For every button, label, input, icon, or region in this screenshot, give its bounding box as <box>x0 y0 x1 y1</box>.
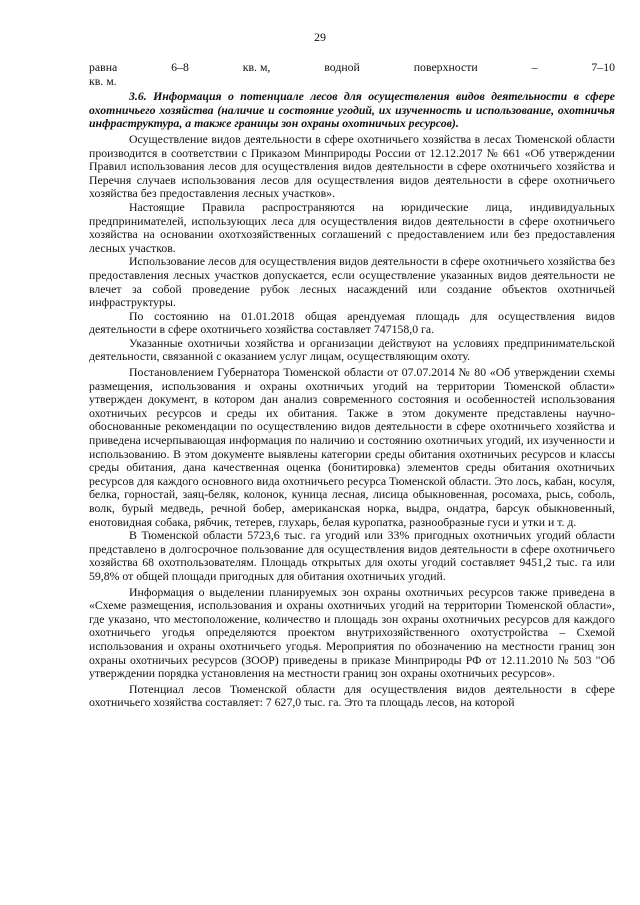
paragraph: Указанные охотничьи хозяйства и организации действуют на условиях предпринимательской деятельности, связанной с оказанием услуг лицам, осуществляющим охоту. <box>89 335 615 364</box>
continuation-word: 7–10 <box>591 60 615 74</box>
paragraph: Постановлением Губернатора Тюменской области от 07.07.2014 № 80 «Об утверждении схемы размещения, использования и охраны охотничьих угодий на территории Тюменской области» утвержден документ, в котором дан анализ современного состояния и особенностей использования охотничьих ресурсов и среды их обитания. Также в этом документе представлены научно-обоснованные рекомендации по осуществлению видов деятельности в сфере охотничьего хозяйства и приведена исчерпывающая информация по наличию и состоянию охотничьих угодий, их изученности и использованию. В этом документе выявлены категории среды обитания охотничьих ресурсов и классы среды обитания, дана качественная оценка (бонитировка) элементов среды обитания охотничьих ресурсов для каждого основного вида охотничьего ресурса Тюменской области. Это лось, кабан, косуля, белка, горностай, заяц-беляк, колонок, куница лесная, лисица обыкновенная, росомаха, рысь, соболь, волк, бурый медведь, речной бобер, американская норка, выдра, ондатра, барсук обыкновенный, енотовидная собака, рябчик, тетерев, глухарь, белая куропатка, разнообразные гуси и утки и т. д. <box>89 365 615 529</box>
continuation-word: водной <box>324 60 360 74</box>
paragraph: По состоянию на 01.01.2018 общая арендуемая площадь для осуществления видов деятельности в сфере охотничьего хозяйства составляет 747158,0 га. <box>89 308 615 337</box>
paragraph: Осуществление видов деятельности в сфере охотничьего хозяйства в лесах Тюменской области производится в соответствии с Приказом Минприроды России от 12.12.2017 № 661 «Об утверждении Правил использования лесов для осуществления видов деятельности в сфере охотничьего хозяйства и Перечня случаев использования лесов для осуществления видов деятельности в сфере охотничьего хозяйства без предоставления лесных участков». <box>89 131 615 201</box>
paragraph: В Тюменской области 5723,6 тыс. га угодий или 33% пригодных охотничьих угодий области представлено в долгосрочное пользование для осуществления видов деятельности в сфере охотничьего хозяйства 68 охотпользователям. Площадь открытых для охоты угодий составляет 9451,2 тыс. га или 59,8% от общей площади пригодных для обитания охотничьих угодий. <box>89 528 615 583</box>
section-heading: 3.6. Информация о потенциале лесов для осуществления видов деятельности в сфере охотничьего хозяйства (наличие и состояние угодий, их изученность и использование, охотничья инфраструктура, а также границы зон охраны охотничьих ресурсов). <box>89 89 615 131</box>
continuation-tail: кв. м. <box>89 73 117 88</box>
paragraph: Использование лесов для осуществления видов деятельности в сфере охотничьего хозяйства без предоставления лесных участков допускается, если осуществление указанных видов деятельности не влечет за собой проведение рубок лесных насаждений или создание объектов охотничьей инфраструктуры. <box>89 254 615 310</box>
page-number: 29 <box>314 30 326 44</box>
continuation-word: поверхности <box>413 60 478 74</box>
continuation-word: – <box>531 60 538 74</box>
continuation-word: кв. м, <box>242 60 271 74</box>
continuation-word: 6–8 <box>171 60 189 74</box>
paragraph: Информация о выделении планируемых зон охраны охотничьих ресурсов также приведена в «Схеме размещения, использования и охраны охотничьих угодий на территории Тюменской области», где указано, что местоположение, количество и площадь зон охраны охотничьих ресурсов для каждого охотничьего угодья определяются проектом внутрихозяйственного охотустройства – Схемой использования и охраны охотничьего угодья. Мероприятия по обозначению на местности границ зон охраны охотничьих ресурсов (ЗООР) приведены в приказе Минприроды РФ от 12.11.2010 № 503 "Об утверждении порядка установления на местности границ зон охраны охотничьих ресурсов». <box>89 584 615 681</box>
continuation-word: равна <box>89 60 118 74</box>
page-body <box>89 61 615 710</box>
paragraph: Потенциал лесов Тюменской области для осуществления видов деятельности в сфере охотничьего хозяйства составляет: 7 627,0 тыс. га. Это та площадь лесов, на которой <box>89 681 615 710</box>
continuation-line <box>89 61 615 75</box>
paragraph: Настоящие Правила распространяются на юридические лица, индивидуальных предпринимателей, использующих леса для осуществления видов деятельности в сфере охотничьего хозяйства на основании охотхозяйственных соглашений с предоставлением или без предоставления лесных участков. <box>89 199 615 255</box>
